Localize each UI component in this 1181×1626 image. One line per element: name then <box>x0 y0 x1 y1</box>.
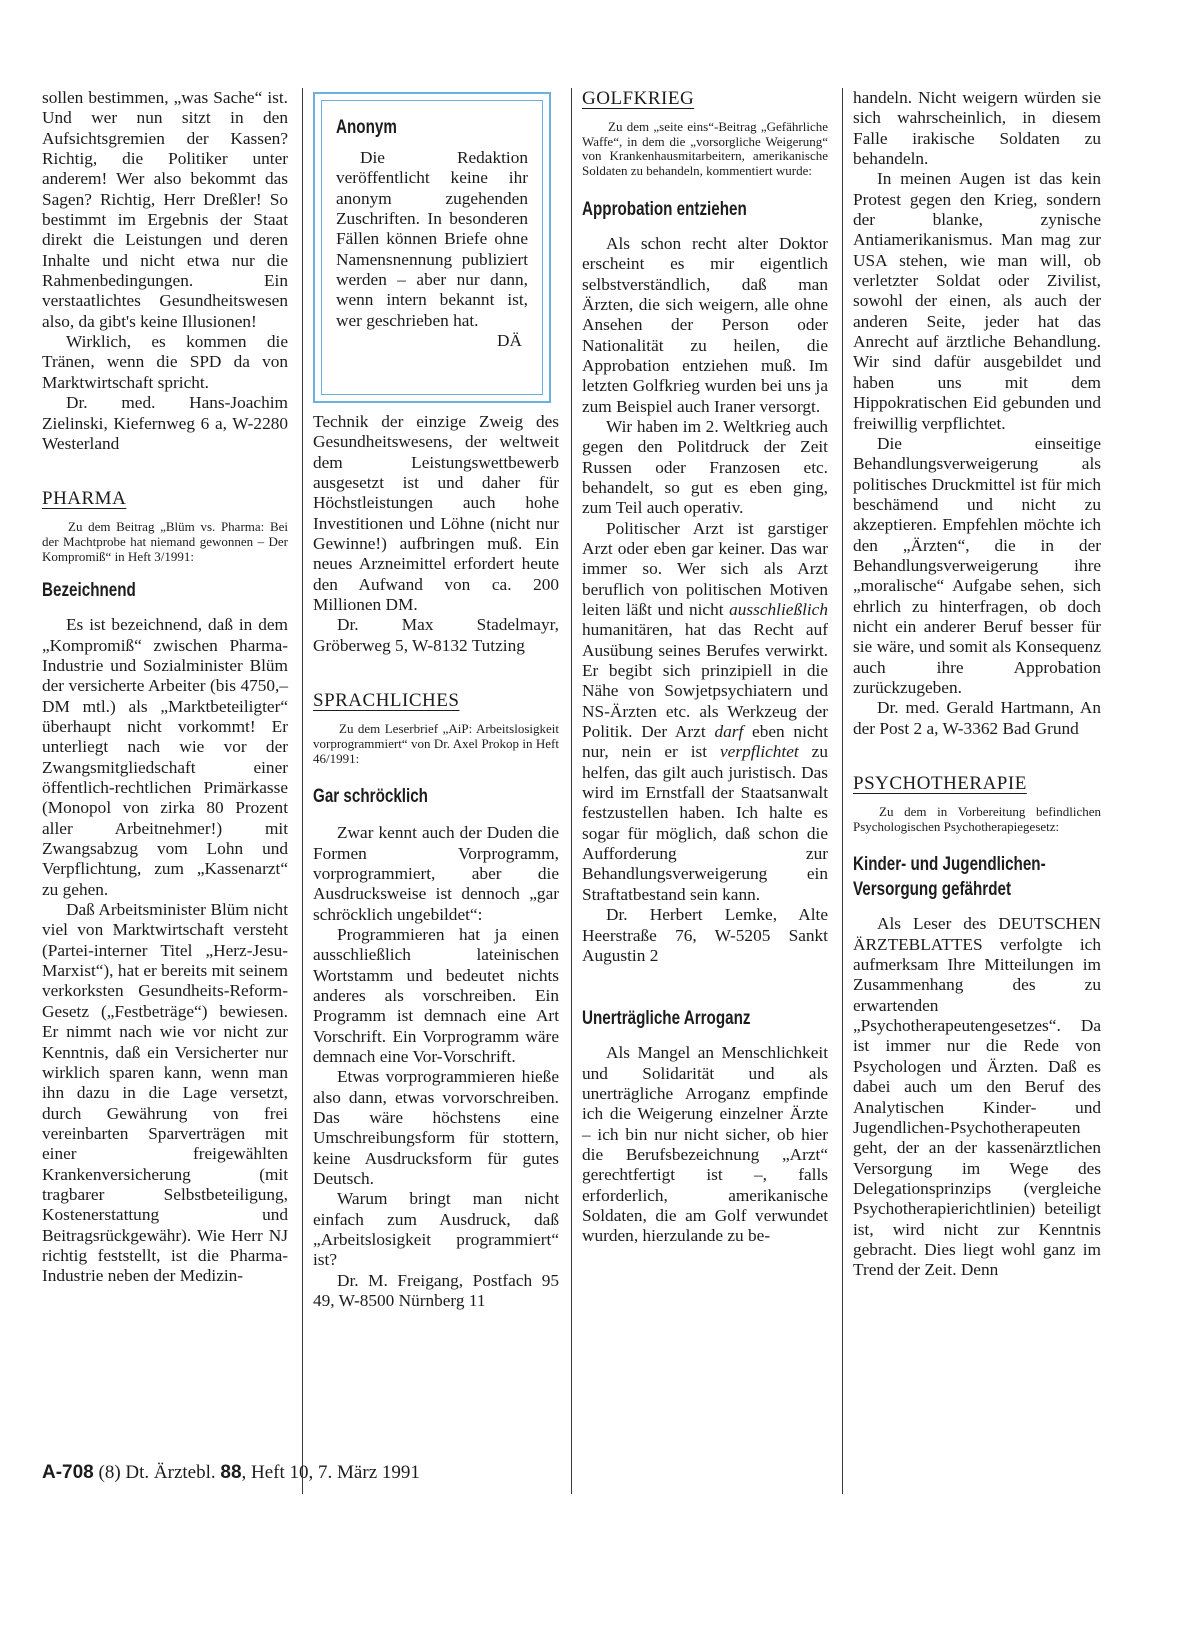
letter-paragraph: Programmieren hat ja einen ausschließlich lateinischen Wortstamm und bedeutet nichts anderes als vorschreiben. Ein Programm ist demnach eine Art Vorschrift. Ein Vorprogramm wäre demnach eine Vor-Vorschrift. <box>313 924 559 1067</box>
column-2 <box>313 412 559 1311</box>
letter-paragraph: Als schon recht alter Doktor erscheint es mir eigentlich selbstverständlich, daß man Ärzten, die sich weigern, alle ohne Ansehen der Person oder Nationalität zu heilen, die Approbation entziehen muß. Im letzten Golfkrieg wurden bei uns ja zum Beispiel auch Iraner versorgt. <box>582 233 828 416</box>
page-footer: A-708 (8) Dt. Ärztebl. 88, Heft 10, 7. März 1991 <box>42 1462 420 1483</box>
letter-paragraph: Etwas vorprogrammieren hieße also dann, etwas vorvorschreiben. Das wäre höchstens eine Umschreibungsform für stottern, keine Ausdrucksform für gutes Deutsch. <box>313 1067 559 1189</box>
letter-signature: Dr. M. Freigang, Postfach 95 49, W-8500 Nürnberg 11 <box>313 1270 559 1311</box>
letter-paragraph: Als Mangel an Menschlichkeit und Solidarität und als unerträgliche Arroganz empfinde ich die Weigerung einzelner Ärzte – ich bin nur nicht sicher, ob hier die Berufsbezeichnung „Arzt“ gerechtfertigt ist –, falls erforderlich, amerikanische Soldaten, die am Golf verwundet wurden, hierzulande zu be- <box>582 1043 828 1246</box>
column-1 <box>42 88 288 1287</box>
letter-paragraph: Technik der einzige Zweig des Gesundheitswesens, der weltweit dem Leistungswettbewerb ausgesetzt ist und daher für Höchstleistungen auch hohe Investitionen und Löhne (nicht nur Gewinne!) aufbringen muß. Ein neues Arzneimittel erfordert heute den Aufwand von ca. 200 Millionen DM. <box>313 412 559 615</box>
column-4 <box>853 88 1101 1281</box>
letter-paragraph: Wir haben im 2. Weltkrieg auch gegen den Politdruck der Zeit Russen oder Franzosen etc. behandelt, so gut es eben ging, zum Teil auch operativ. <box>582 416 828 518</box>
anonym-notice-box <box>313 92 551 403</box>
letter-paragraph: Die einseitige Behandlungsverweigerung als politisches Druckmittel ist für mich beschämend und nicht zu akzeptieren. Empfehlen möchte ich den „Ärzten“, die in der Behandlungsverweigerung ihre „moralische“ Aufgabe sehen, sich ehrlich zu hinterfragen, ob doch nicht ein anderer Beruf besser für sie wäre, und somit als Konsequenz auch ihre Approbation zurückzugeben. <box>853 433 1101 697</box>
letter-paragraph: Wirklich, es kommen die Tränen, wenn die SPD da von Marktwirtschaft spricht. <box>42 332 288 392</box>
letter-paragraph: In meinen Augen ist das kein Protest gegen den Krieg, sondern der blanke, zynische Antiamerikanismus. Man mag zur USA stehen, wie man will, ob verletzter Soldat oder Zivilist, sowohl der einen, als auch der anderen Seite, jeder hat das Anrecht auf ärztliche Behandlung. Wir sind dafür ausgebildet und haben uns mit dem Hippokratischen Eid gebunden und freiwillig verpflichtet. <box>853 169 1101 433</box>
reference-note: Zu dem Beitrag „Blüm vs. Pharma: Bei der Machtprobe hat niemand gewonnen – Der Kompromiß“ in Heft 3/1991: <box>42 519 288 564</box>
reference-note: Zu dem in Vorbereitung befindlichen Psychologischen Psychotherapiegesetz: <box>853 804 1101 834</box>
letter-signature: Dr. Herbert Lemke, Alte Heerstraße 76, W-5205 Sankt Augustin 2 <box>582 905 828 965</box>
column-rule <box>302 88 303 1494</box>
letter-paragraph: Es ist bezeichnend, daß in dem „Kompromiß“ zwischen Pharma-Industrie und Sozialminister Blüm der versicherte Arbeiter (bis 4750,– DM mtl.) als „Marktbeteiligter“ überhaupt nicht vorkommt! Er unterliegt nach wie vor der Zwangsmitgliedschaft einer öffentlich-rechtlichen Primärkasse (Monopol von zirka 80 Prozent aller Arbeitnehmer!) mit Zwangsabzug vom Lohn und Verpflichtung, zum „Kassenarzt“ zu gehen. <box>42 615 288 899</box>
section-label: GOLFKRIEG <box>582 88 695 109</box>
page-number: A-708 <box>42 1462 94 1483</box>
letter-paragraph: Daß Arbeitsminister Blüm nicht viel von Marktwirtschaft versteht (Partei-interner Titel „Herz-Jesu-Marxist“), hat er bereits mit seinem verkorksten Gesundheits-Reform-Gesetz („Festbeträge“) bewiesen. Er nimmt nach wie vor nicht zur Kenntnis, daß ein Versicherter nur wirklich sparen kann, wenn man ihn dazu in die Lage versetzt, durch Gewährung von frei vereinbarten Sparverträgen mit einer freigewählten Krankenversicherung (mit tragbarer Selbstbeteiligung, Kostenerstattung und Beitragsrückgewähr). Wie Herr NJ richtig feststellt, ist die Pharma-Industrie neben der Medizin- <box>42 900 288 1286</box>
letter-signature: Dr. med. Hans-Joachim Zielinski, Kiefernweg 6 a, W-2280 Westerland <box>42 393 288 453</box>
letter-headline: Versorgung gefährdet <box>853 878 1012 901</box>
reference-note: Zu dem Leserbrief „AiP: Arbeitslosigkeit vorprogrammiert“ von Dr. Axel Prokop in Heft 46/1991: <box>313 721 559 766</box>
letter-paragraph: Als Leser des DEUTSCHEN ÄRZTEBLATTES verfolgte ich aufmerksam Ihre Mitteilungen im Zusammenhang des zu erwartenden „Psychotherapeutengesetzes“. Da ist immer nur die Rede von Psychologen und Ärzten. Daß es dabei auch um den Beruf des Analytischen Kinder- und Jugendlichen-Psychotherapeuten geht, der an der kassenärztlichen Versorgung im Wege des Delegationsprinzips (vergleiche Psychotherapierichtlinien) beteiligt ist, wird nicht zur Kenntnis gebracht. Dies liegt wohl ganz im Trend der Zeit. Denn <box>853 914 1101 1280</box>
section-label: PSYCHOTHERAPIE <box>853 773 1027 794</box>
section-label: SPRACHLICHES <box>313 690 460 712</box>
box-title: Anonym <box>336 116 397 138</box>
letter-signature: Dr. med. Gerald Hartmann, An der Post 2 a, W-3362 Bad Grund <box>853 698 1101 738</box>
box-sign: DÄ <box>497 331 522 351</box>
letter-headline: Kinder- und Jugendlichen- <box>853 853 1046 876</box>
letter-headline: Gar schröcklich <box>313 785 428 808</box>
column-rule <box>842 88 843 1494</box>
reference-note: Zu dem „seite eins“-Beitrag „Gefährliche Waffe“, in dem die „vorsorgliche Weigerung“ von Krankenhausmitarbeitern, amerikanische Soldaten zu behandeln, kommentiert wurde: <box>582 119 828 179</box>
column-rule <box>571 88 572 1494</box>
column-3 <box>582 88 828 1247</box>
letter-headline: Approbation entziehen <box>582 197 747 220</box>
letter-paragraph: Politischer Arzt ist garstiger Arzt oder eben gar keiner. Das war immer so. Wer sich als Arzt beruflich von politischen Motiven leiten läßt und nicht ausschließlich humanitären, hat das Recht auf Ausübung seines Berufes verwirkt. Er begibt sich prinzipiell in die Nähe von Sowjetpsychiatern und NS-Ärzten etc. als Werkzeug der Politik. Der Arzt darf eben nicht nur, nein er ist verpflichtet zu helfen, das gilt auch juristisch. Das wird im Ernstfall der Staatsanwalt festzustellen haben. Ich halte es sogar für möglich, daß schon die Aufforderung zur Behandlungsverweigerung ein Straftatbestand sein kann. <box>582 518 828 904</box>
letter-headline: Bezeichnend <box>42 579 136 602</box>
letter-paragraph: handeln. Nicht weigern würden sie sich wahrscheinlich, in diesem Falle irakische Soldaten zu behandeln. <box>853 88 1101 169</box>
letter-paragraph: Warum bringt man nicht einfach zum Ausdruck, daß „Arbeitslosigkeit programmiert“ ist? <box>313 1189 559 1270</box>
letter-signature: Dr. Max Stadelmayr, Gröberweg 5, W-8132 Tutzing <box>313 615 559 655</box>
volume-number: 88 <box>220 1462 242 1483</box>
letter-paragraph: Zwar kennt auch der Duden die Formen Vorprogramm, vorprogrammiert, aber die Ausdrucksweise ist dennoch „gar schröcklich ungebildet“: <box>313 823 559 924</box>
section-label: PHARMA <box>42 488 127 510</box>
box-text: Die Redaktion veröffentlicht keine ihr anonym zugehenden Zuschriften. In besonderen Fällen können Briefe ohne Namensnennung publiziert werden – aber nur dann, wenn intern bekannt ist, wer geschrieben hat. <box>336 148 528 330</box>
letter-headline: Unerträgliche Arroganz <box>582 1007 751 1030</box>
letter-paragraph: sollen bestimmen, „was Sache“ ist. Und wer nun sitzt in den Aufsichtsgremien der Kassen? Richtig, die Politiker unter anderem! Wer also bekommt das Sagen? Richtig, Herr Dreßler! So bestimmt im Ergebnis der Staat direkt die Leistungen und deren Inhalte und nicht etwa nur die Rahmenbedingungen. Ein verstaatlichtes Gesundheitswesen also, da gibt's keine Illusionen! <box>42 88 288 331</box>
